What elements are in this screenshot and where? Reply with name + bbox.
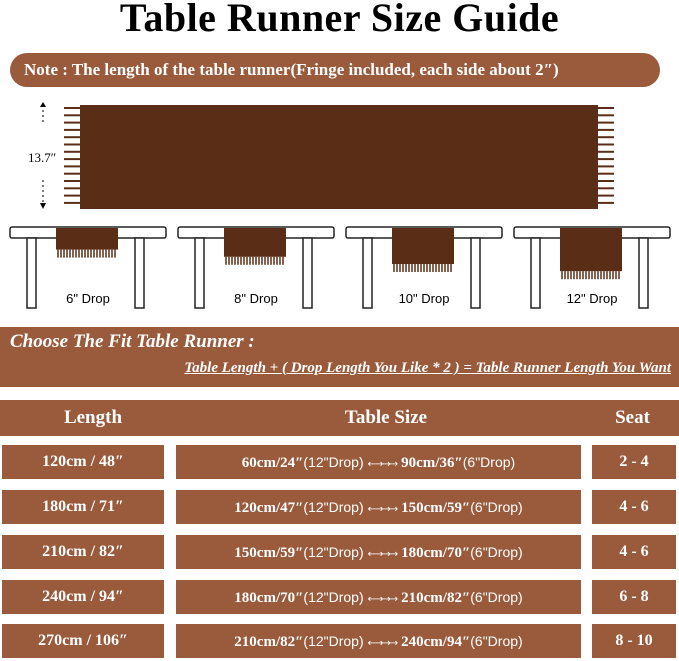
drop-label: 6" Drop (66, 291, 110, 306)
size-from-drop: (12"Drop) (303, 454, 364, 470)
size-to: 90cm/36″ (401, 455, 463, 471)
note-banner: Note : The length of the table runner(Fringe included, each side about 2″) (10, 53, 660, 87)
drop-table-12 (514, 227, 670, 308)
range-arrow-icon: ←→→→ (367, 504, 398, 515)
header-table-size: Table Size (344, 407, 428, 428)
drop-table-6 (10, 227, 166, 308)
size-from-drop: (12"Drop) (303, 499, 364, 515)
size-to-drop: (6"Drop) (470, 589, 523, 605)
table-size-cell (176, 624, 581, 658)
hanging-runner (224, 228, 286, 257)
table-size-cell (176, 535, 581, 569)
size-to: 150cm/59″ (401, 500, 471, 516)
drop-label: 10" Drop (398, 291, 450, 306)
size-from-drop: (12"Drop) (303, 589, 364, 605)
table-leg (27, 238, 36, 308)
range-arrow-icon: ←→→→ (367, 638, 398, 649)
table-leg (303, 238, 312, 308)
choose-section (0, 327, 679, 387)
seat-cell: 2 - 4 (592, 445, 676, 479)
seat-cell: 6 - 8 (592, 580, 676, 614)
size-to: 210cm/82″ (401, 590, 471, 606)
size-from: 180cm/70″ (234, 590, 304, 606)
size-to-drop: (6"Drop) (462, 454, 516, 470)
size-to-drop: (6"Drop) (470, 499, 523, 515)
length-cell: 180cm / 71″ (2, 490, 164, 524)
hanging-runner (56, 228, 118, 250)
seat-cell: 4 - 6 (592, 535, 676, 569)
size-from-drop: (12"Drop) (303, 633, 364, 649)
range-arrow-icon: ←→→→ (367, 459, 398, 470)
runner-fringe-left (64, 108, 80, 206)
drop-label: 12" Drop (566, 291, 618, 306)
table-leg (135, 238, 144, 308)
size-from-drop: (12"Drop) (303, 544, 364, 560)
size-to: 180cm/70″ (401, 545, 471, 561)
length-cell: 270cm / 106″ (2, 624, 164, 658)
drop-table-10 (346, 227, 502, 308)
table-size-cell (176, 490, 581, 524)
size-from: 60cm/24″ (241, 455, 304, 471)
size-to-drop: (6"Drop) (470, 544, 523, 560)
hanging-runner (392, 228, 454, 264)
choose-formula: Table Length + ( Drop Length You Like * 2 ) = Table Runner Length You Want (184, 360, 671, 376)
runner-width-label: 13.7″ (28, 150, 57, 165)
hanging-runner (560, 228, 622, 271)
choose-title: Choose The Fit Table Runner : (10, 331, 255, 352)
seat-cell: 8 - 10 (592, 624, 676, 658)
drop-label: 8" Drop (234, 291, 278, 306)
size-to: 240cm/94″ (401, 634, 471, 650)
table-leg (639, 238, 648, 308)
runner-fringe-right (598, 108, 614, 206)
runner-illustration (0, 95, 679, 320)
length-cell: 120cm / 48″ (2, 445, 164, 479)
size-to-drop: (6"Drop) (470, 633, 523, 649)
range-arrow-icon: ←→→→ (367, 594, 398, 605)
table-leg (363, 238, 372, 308)
size-from: 150cm/59″ (234, 545, 304, 561)
seat-cell: 4 - 6 (592, 490, 676, 524)
header-seat: Seat (615, 407, 650, 428)
runner-body (80, 105, 598, 209)
table-size-cell (176, 580, 581, 614)
header-length: Length (63, 407, 123, 428)
size-from: 120cm/47″ (234, 500, 304, 516)
size-from: 210cm/82″ (234, 634, 304, 650)
table-leg (471, 238, 480, 308)
table-leg (195, 238, 204, 308)
length-cell: 240cm / 94″ (2, 580, 164, 614)
length-cell: 210cm / 82″ (2, 535, 164, 569)
drop-table-8 (178, 227, 334, 308)
table-size-cell (176, 445, 581, 479)
range-arrow-icon: ←→→→ (367, 549, 398, 560)
page-title: Table Runner Size Guide (119, 0, 560, 40)
table-leg (531, 238, 540, 308)
